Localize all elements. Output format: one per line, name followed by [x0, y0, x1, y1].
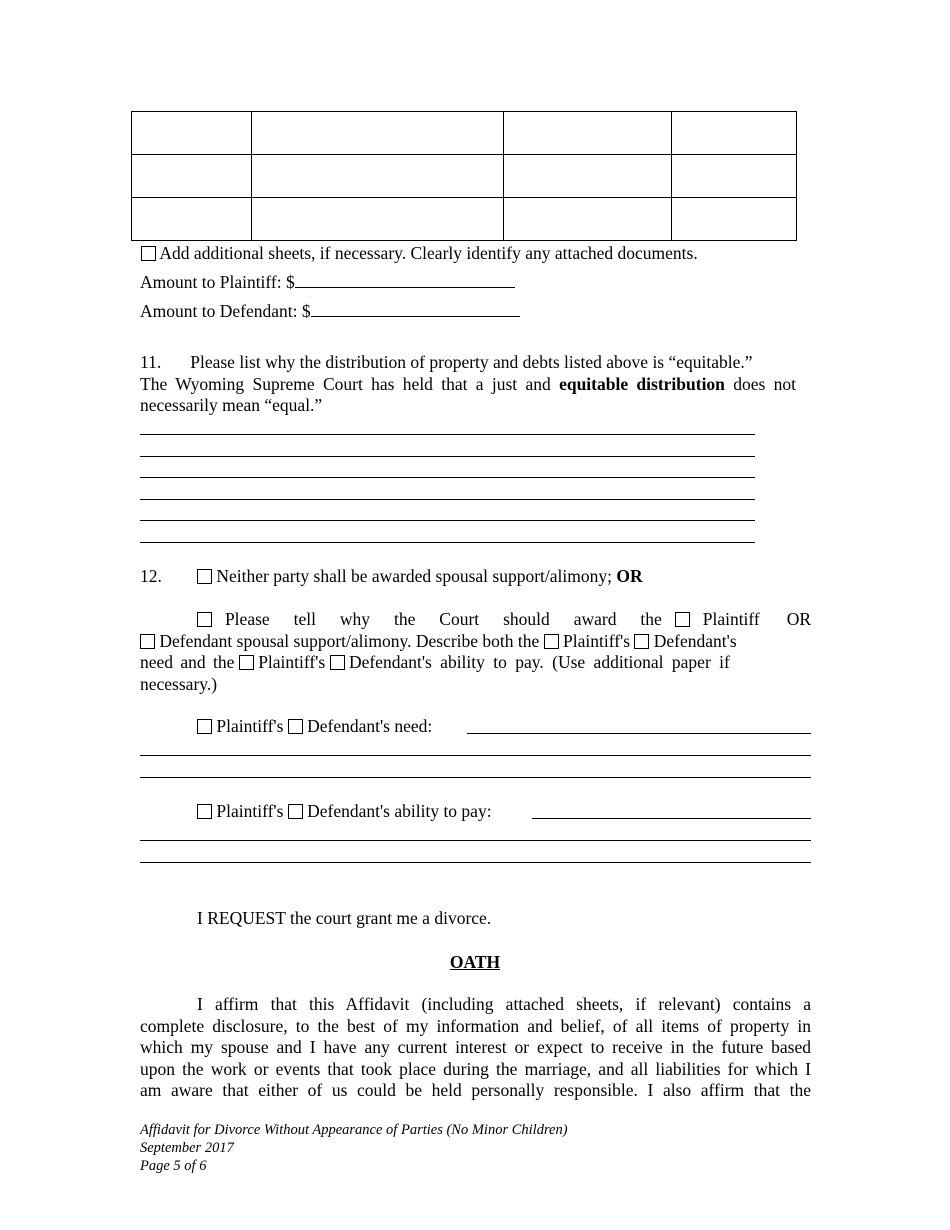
- table-cell[interactable]: [132, 112, 252, 155]
- oath-line: upon the work or events that took place during the marriage, and all liabilities for which I: [140, 1058, 811, 1079]
- table-cell[interactable]: [252, 155, 504, 198]
- item12-option1-row: [197, 566, 643, 587]
- table-cell[interactable]: [132, 155, 252, 198]
- para-text: Plaintiff's: [563, 631, 631, 651]
- footer-title: Affidavit for Divorce Without Appearance of Parties (No Minor Children): [140, 1122, 568, 1138]
- table-cell[interactable]: [504, 155, 672, 198]
- support-para-line3: [140, 652, 811, 673]
- describe-defendant-ability-checkbox[interactable]: [330, 655, 345, 670]
- additional-sheets-row: [141, 243, 698, 264]
- support-para-line1: [197, 609, 811, 630]
- para-text: need and the: [140, 652, 235, 672]
- property-table: [131, 111, 797, 241]
- need-field-line[interactable]: [140, 777, 811, 778]
- ability-field-line[interactable]: [140, 840, 811, 841]
- answer-line[interactable]: [140, 434, 755, 435]
- item12-option1: [140, 566, 162, 587]
- item11-text: Please list why the distribution of property and debts listed above is “equitable.”: [190, 352, 753, 372]
- answer-line[interactable]: [140, 456, 755, 457]
- oath-line: I affirm that this Affidavit (including attached sheets, if relevant) contains a: [197, 994, 811, 1014]
- describe-plaintiff-ability-checkbox[interactable]: [239, 655, 254, 670]
- no-support-label: Neither party shall be awarded spousal support/alimony;: [216, 566, 617, 586]
- table-cell[interactable]: [504, 198, 672, 241]
- item11-number: 11.: [140, 352, 162, 372]
- ability-plaintiff-label: Plaintiff's: [216, 801, 284, 821]
- describe-defendant-need-checkbox[interactable]: [634, 634, 649, 649]
- need-field-line[interactable]: [140, 755, 811, 756]
- amount-defendant-label: Amount to Defendant: $: [140, 301, 311, 321]
- item11-text: necessarily mean “equal.”: [140, 395, 323, 415]
- amount-defendant-field[interactable]: [311, 302, 520, 317]
- footer-date: September 2017: [140, 1140, 234, 1156]
- table-cell[interactable]: [504, 112, 672, 155]
- amount-defendant-row: [140, 301, 520, 322]
- answer-line[interactable]: [140, 542, 755, 543]
- award-support-checkbox[interactable]: [197, 612, 212, 627]
- item11-text: does not: [724, 374, 796, 394]
- para-text: Please tell why the Court should award the: [224, 609, 662, 629]
- ability-defendant-checkbox[interactable]: [288, 804, 303, 819]
- table-cell[interactable]: [132, 198, 252, 241]
- award-defendant-checkbox[interactable]: [140, 634, 155, 649]
- item11-line2: [140, 374, 796, 395]
- need-field[interactable]: [467, 733, 811, 734]
- oath-line: complete disclosure, to the best of my information and belief, of all items of property in: [140, 1015, 811, 1036]
- para-text: Plaintiff's: [258, 652, 326, 672]
- divorce-request: I REQUEST the court grant me a divorce.: [197, 908, 492, 928]
- ability-plaintiff-checkbox[interactable]: [197, 804, 212, 819]
- page-footer: [140, 1121, 568, 1175]
- item12-number: 12.: [140, 566, 162, 586]
- item11-line3: [140, 395, 322, 416]
- answer-line[interactable]: [140, 499, 755, 500]
- para-text: Defendant spousal support/alimony. Describe both the: [159, 631, 540, 651]
- describe-plaintiff-need-checkbox[interactable]: [544, 634, 559, 649]
- support-para-line2: [140, 631, 811, 652]
- oath-line: which my spouse and I have any current interest or expect to receive in the future based: [140, 1037, 811, 1057]
- table-row: [132, 155, 797, 198]
- table-row: [132, 112, 797, 155]
- additional-sheets-label: Add additional sheets, if necessary. Clearly identify any attached documents.: [159, 243, 698, 263]
- footer-page: Page 5 of 6: [140, 1158, 207, 1174]
- award-plaintiff-checkbox[interactable]: [675, 612, 690, 627]
- table-cell[interactable]: [672, 198, 797, 241]
- item11-line1: [140, 352, 753, 373]
- need-plaintiff-label: Plaintiff's: [216, 716, 284, 736]
- answer-line[interactable]: [140, 520, 755, 521]
- table-cell[interactable]: [252, 198, 504, 241]
- answer-line[interactable]: [140, 477, 755, 478]
- para-text: necessary.): [140, 674, 218, 694]
- need-defendant-label: Defendant's need:: [307, 716, 433, 736]
- item11-bold-text: equitable distribution: [559, 374, 725, 394]
- no-support-checkbox[interactable]: [197, 569, 212, 584]
- amount-plaintiff-label: Amount to Plaintiff: $: [140, 272, 295, 292]
- need-defendant-checkbox[interactable]: [288, 719, 303, 734]
- oath-line: am aware that either of us could be held personally responsible. I also affirm that the: [140, 1080, 811, 1100]
- para-text: Defendant's ability to pay. (Use additional paper if: [348, 652, 730, 672]
- para-text: Defendant's: [653, 631, 737, 651]
- item11-text: The Wyoming Supreme Court has held that a just and: [140, 374, 560, 394]
- need-row: [197, 716, 432, 737]
- amount-plaintiff-field[interactable]: [295, 273, 515, 288]
- table-cell[interactable]: [252, 112, 504, 155]
- or-label: OR: [616, 566, 643, 586]
- table-row: [132, 198, 797, 241]
- table-cell[interactable]: [672, 155, 797, 198]
- oath-title: OATH: [449, 952, 501, 972]
- para-text: Plaintiff OR: [702, 609, 812, 629]
- ability-defendant-label: Defendant's ability to pay:: [307, 801, 492, 821]
- table-cell[interactable]: [672, 112, 797, 155]
- ability-field-line[interactable]: [140, 862, 811, 863]
- need-plaintiff-checkbox[interactable]: [197, 719, 212, 734]
- support-para-line4: [140, 674, 217, 695]
- oath-text: [140, 994, 811, 1102]
- ability-row: [197, 801, 492, 822]
- additional-sheets-checkbox[interactable]: [141, 246, 156, 261]
- ability-field[interactable]: [532, 818, 811, 819]
- amount-plaintiff-row: [140, 272, 515, 293]
